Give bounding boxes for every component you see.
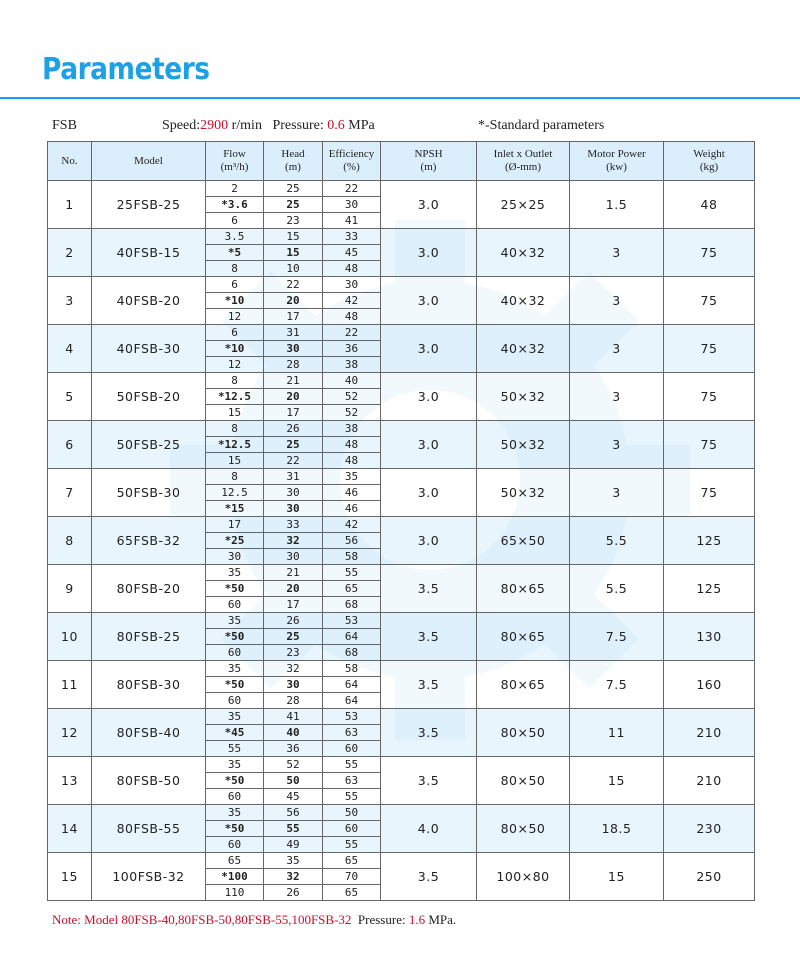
table-row xyxy=(48,613,755,629)
cell-model: 80FSB-55 xyxy=(92,805,206,853)
cell-efficiency: 55 xyxy=(323,565,381,581)
cell-model: 65FSB-32 xyxy=(92,517,206,565)
cell-motor-power: 1.5 xyxy=(570,181,664,229)
cell-no: 11 xyxy=(48,661,92,709)
table-row xyxy=(48,325,755,341)
cell-head: 31 xyxy=(264,325,323,341)
cell-flow: 17 xyxy=(206,517,264,533)
cell-weight: 75 xyxy=(664,469,755,517)
cell-weight: 75 xyxy=(664,277,755,325)
pressure-value: 0.6 xyxy=(327,118,345,133)
cell-head: 28 xyxy=(264,693,323,709)
cell-motor-power: 7.5 xyxy=(570,613,664,661)
cell-no: 1 xyxy=(48,181,92,229)
cell-efficiency: 58 xyxy=(323,549,381,565)
cell-npsh: 3.5 xyxy=(381,565,477,613)
cell-npsh: 3.0 xyxy=(381,229,477,277)
footnote xyxy=(52,912,456,928)
cell-flow: *15 xyxy=(206,501,264,517)
cell-head: 33 xyxy=(264,517,323,533)
cell-weight: 210 xyxy=(664,709,755,757)
cell-no: 10 xyxy=(48,613,92,661)
table-row xyxy=(48,277,755,293)
cell-flow: 60 xyxy=(206,597,264,613)
cell-efficiency: 48 xyxy=(323,261,381,277)
cell-flow: 6 xyxy=(206,277,264,293)
col-header-flow-unit: (m³/h) xyxy=(220,161,249,173)
cell-head: 17 xyxy=(264,597,323,613)
footnote-pressure-unit: MPa. xyxy=(425,912,457,927)
cell-head: 22 xyxy=(264,277,323,293)
cell-inlet-outlet: 80×65 xyxy=(477,613,570,661)
cell-flow: *50 xyxy=(206,629,264,645)
speed-label: Speed: xyxy=(162,118,201,133)
col-header-motor-power-unit: (kw) xyxy=(606,161,627,173)
cell-head: 20 xyxy=(264,389,323,405)
cell-inlet-outlet: 80×65 xyxy=(477,565,570,613)
cell-head: 50 xyxy=(264,773,323,789)
cell-efficiency: 36 xyxy=(323,341,381,357)
table-row xyxy=(48,709,755,725)
cell-head: 15 xyxy=(264,229,323,245)
cell-head: 22 xyxy=(264,453,323,469)
cell-efficiency: 42 xyxy=(323,293,381,309)
col-header-efficiency xyxy=(323,142,381,181)
cell-flow: 35 xyxy=(206,565,264,581)
cell-inlet-outlet: 65×50 xyxy=(477,517,570,565)
table-row xyxy=(48,373,755,389)
cell-model: 50FSB-25 xyxy=(92,421,206,469)
model-group xyxy=(48,229,755,277)
cell-efficiency: 65 xyxy=(323,885,381,901)
cell-efficiency: 42 xyxy=(323,517,381,533)
cell-efficiency: 41 xyxy=(323,213,381,229)
cell-npsh: 3.0 xyxy=(381,277,477,325)
cell-efficiency: 53 xyxy=(323,709,381,725)
cell-efficiency: 33 xyxy=(323,229,381,245)
col-header-motor-power xyxy=(570,142,664,181)
cell-flow: *5 xyxy=(206,245,264,261)
cell-flow: *50 xyxy=(206,581,264,597)
col-header-model-label: Model xyxy=(134,154,163,167)
table-row xyxy=(48,757,755,773)
cell-head: 17 xyxy=(264,405,323,421)
cell-efficiency: 52 xyxy=(323,389,381,405)
cell-efficiency: 35 xyxy=(323,469,381,485)
col-header-inlet-outlet-label: Inlet x Outlet xyxy=(493,148,553,160)
cell-head: 23 xyxy=(264,645,323,661)
cell-flow: 35 xyxy=(206,613,264,629)
cell-efficiency: 63 xyxy=(323,725,381,741)
cell-flow: 15 xyxy=(206,453,264,469)
model-group xyxy=(48,757,755,805)
cell-head: 20 xyxy=(264,293,323,309)
cell-head: 10 xyxy=(264,261,323,277)
cell-weight: 75 xyxy=(664,229,755,277)
cell-head: 55 xyxy=(264,821,323,837)
cell-weight: 230 xyxy=(664,805,755,853)
series-label: FSB xyxy=(52,118,77,133)
col-header-head-unit: (m) xyxy=(285,161,301,173)
cell-flow: 8 xyxy=(206,373,264,389)
cell-efficiency: 38 xyxy=(323,357,381,373)
speed-value: 2900 xyxy=(200,118,229,133)
cell-npsh: 3.0 xyxy=(381,181,477,229)
col-header-efficiency-unit: (%) xyxy=(343,161,360,173)
model-group xyxy=(48,325,755,373)
cell-head: 35 xyxy=(264,853,323,869)
col-header-head xyxy=(264,142,323,181)
cell-head: 26 xyxy=(264,421,323,437)
cell-head: 25 xyxy=(264,437,323,453)
cell-motor-power: 18.5 xyxy=(570,805,664,853)
cell-inlet-outlet: 25×25 xyxy=(477,181,570,229)
table-row xyxy=(48,517,755,533)
cell-efficiency: 46 xyxy=(323,501,381,517)
speed-unit: r/min xyxy=(228,118,262,133)
cell-weight: 125 xyxy=(664,517,755,565)
footnote-pressure-label: Pressure: xyxy=(351,912,409,927)
cell-head: 20 xyxy=(264,581,323,597)
cell-efficiency: 56 xyxy=(323,533,381,549)
model-group xyxy=(48,565,755,613)
cell-inlet-outlet: 40×32 xyxy=(477,229,570,277)
cell-efficiency: 22 xyxy=(323,181,381,197)
model-group xyxy=(48,181,755,229)
cell-weight: 75 xyxy=(664,421,755,469)
table-row xyxy=(48,805,755,821)
table-header-row xyxy=(48,142,755,181)
cell-head: 30 xyxy=(264,501,323,517)
cell-efficiency: 53 xyxy=(323,613,381,629)
cell-flow: *50 xyxy=(206,773,264,789)
cell-weight: 160 xyxy=(664,661,755,709)
cell-motor-power: 3 xyxy=(570,469,664,517)
footnote-pressure-value: 1.6 xyxy=(408,912,426,927)
cell-no: 4 xyxy=(48,325,92,373)
cell-flow: 60 xyxy=(206,837,264,853)
cell-weight: 75 xyxy=(664,373,755,421)
cell-head: 32 xyxy=(264,661,323,677)
cell-flow: 15 xyxy=(206,405,264,421)
col-header-no-label: No. xyxy=(61,154,78,167)
cell-efficiency: 48 xyxy=(323,309,381,325)
cell-efficiency: 63 xyxy=(323,773,381,789)
col-header-npsh xyxy=(381,142,477,181)
cell-efficiency: 55 xyxy=(323,837,381,853)
cell-motor-power: 11 xyxy=(570,709,664,757)
cell-efficiency: 55 xyxy=(323,757,381,773)
cell-head: 52 xyxy=(264,757,323,773)
cell-flow: 65 xyxy=(206,853,264,869)
cell-head: 30 xyxy=(264,677,323,693)
cell-inlet-outlet: 80×65 xyxy=(477,661,570,709)
cell-motor-power: 7.5 xyxy=(570,661,664,709)
cell-npsh: 3.5 xyxy=(381,853,477,901)
table-row xyxy=(48,661,755,677)
cell-inlet-outlet: 50×32 xyxy=(477,469,570,517)
cell-npsh: 3.5 xyxy=(381,661,477,709)
cell-efficiency: 48 xyxy=(323,437,381,453)
table-row xyxy=(48,181,755,197)
cell-flow: 8 xyxy=(206,421,264,437)
cell-no: 5 xyxy=(48,373,92,421)
cell-flow: 12 xyxy=(206,309,264,325)
col-header-npsh-unit: (m) xyxy=(420,161,437,173)
cell-flow: 110 xyxy=(206,885,264,901)
cell-inlet-outlet: 40×32 xyxy=(477,277,570,325)
cell-head: 31 xyxy=(264,469,323,485)
cell-model: 80FSB-50 xyxy=(92,757,206,805)
cell-efficiency: 64 xyxy=(323,693,381,709)
table-row xyxy=(48,421,755,437)
cell-model: 80FSB-25 xyxy=(92,613,206,661)
cell-npsh: 3.0 xyxy=(381,421,477,469)
cell-efficiency: 46 xyxy=(323,485,381,501)
cell-weight: 75 xyxy=(664,325,755,373)
cell-flow: 60 xyxy=(206,789,264,805)
cell-head: 32 xyxy=(264,869,323,885)
cell-flow: *3.6 xyxy=(206,197,264,213)
cell-no: 2 xyxy=(48,229,92,277)
model-group xyxy=(48,469,755,517)
cell-npsh: 3.0 xyxy=(381,517,477,565)
cell-flow: 60 xyxy=(206,693,264,709)
cell-motor-power: 3 xyxy=(570,277,664,325)
cell-head: 30 xyxy=(264,341,323,357)
title-underline xyxy=(0,97,800,99)
cell-inlet-outlet: 80×50 xyxy=(477,805,570,853)
cell-model: 80FSB-20 xyxy=(92,565,206,613)
cell-no: 9 xyxy=(48,565,92,613)
standard-parameters-note: *-Standard parameters xyxy=(478,118,605,133)
operating-conditions xyxy=(162,118,375,134)
table-row xyxy=(48,469,755,485)
cell-no: 12 xyxy=(48,709,92,757)
cell-head: 36 xyxy=(264,741,323,757)
cell-no: 3 xyxy=(48,277,92,325)
cell-flow: *12.5 xyxy=(206,437,264,453)
cell-head: 41 xyxy=(264,709,323,725)
cell-flow: 60 xyxy=(206,645,264,661)
cell-npsh: 3.0 xyxy=(381,325,477,373)
cell-motor-power: 5.5 xyxy=(570,517,664,565)
cell-head: 26 xyxy=(264,885,323,901)
cell-inlet-outlet: 50×32 xyxy=(477,421,570,469)
cell-head: 28 xyxy=(264,357,323,373)
cell-efficiency: 22 xyxy=(323,325,381,341)
col-header-inlet-outlet xyxy=(477,142,570,181)
cell-efficiency: 50 xyxy=(323,805,381,821)
col-header-weight-label: Weight xyxy=(693,148,725,160)
cell-motor-power: 3 xyxy=(570,373,664,421)
cell-npsh: 3.5 xyxy=(381,613,477,661)
parameters-table xyxy=(47,141,755,901)
cell-flow: *10 xyxy=(206,293,264,309)
cell-weight: 125 xyxy=(664,565,755,613)
cell-flow: 3.5 xyxy=(206,229,264,245)
cell-head: 25 xyxy=(264,181,323,197)
cell-flow: *100 xyxy=(206,869,264,885)
cell-efficiency: 65 xyxy=(323,581,381,597)
cell-flow: 55 xyxy=(206,741,264,757)
cell-flow: *25 xyxy=(206,533,264,549)
cell-flow: *10 xyxy=(206,341,264,357)
cell-motor-power: 15 xyxy=(570,757,664,805)
col-header-head-label: Head xyxy=(281,148,305,160)
cell-efficiency: 48 xyxy=(323,453,381,469)
cell-flow: 8 xyxy=(206,261,264,277)
cell-weight: 250 xyxy=(664,853,755,901)
model-group xyxy=(48,853,755,901)
model-group xyxy=(48,373,755,421)
cell-head: 17 xyxy=(264,309,323,325)
col-header-motor-power-label: Motor Power xyxy=(587,148,646,160)
cell-no: 7 xyxy=(48,469,92,517)
cell-efficiency: 52 xyxy=(323,405,381,421)
cell-head: 49 xyxy=(264,837,323,853)
cell-no: 8 xyxy=(48,517,92,565)
cell-flow: 35 xyxy=(206,709,264,725)
model-group xyxy=(48,805,755,853)
table-row xyxy=(48,853,755,869)
cell-model: 40FSB-20 xyxy=(92,277,206,325)
cell-efficiency: 64 xyxy=(323,677,381,693)
cell-head: 30 xyxy=(264,485,323,501)
cell-flow: 35 xyxy=(206,661,264,677)
cell-efficiency: 68 xyxy=(323,645,381,661)
cell-head: 21 xyxy=(264,373,323,389)
model-group xyxy=(48,277,755,325)
cell-inlet-outlet: 40×32 xyxy=(477,325,570,373)
cell-efficiency: 45 xyxy=(323,245,381,261)
col-header-model xyxy=(92,142,206,181)
cell-npsh: 3.5 xyxy=(381,709,477,757)
cell-no: 6 xyxy=(48,421,92,469)
cell-flow: *50 xyxy=(206,821,264,837)
model-group xyxy=(48,613,755,661)
cell-flow: 6 xyxy=(206,325,264,341)
cell-npsh: 3.0 xyxy=(381,373,477,421)
pressure-label: Pressure: xyxy=(272,118,328,133)
cell-head: 21 xyxy=(264,565,323,581)
cell-model: 100FSB-32 xyxy=(92,853,206,901)
cell-weight: 130 xyxy=(664,613,755,661)
cell-efficiency: 58 xyxy=(323,661,381,677)
cell-model: 80FSB-30 xyxy=(92,661,206,709)
cell-efficiency: 30 xyxy=(323,197,381,213)
col-header-weight-unit: (kg) xyxy=(699,161,719,173)
cell-flow: 12 xyxy=(206,357,264,373)
cell-head: 56 xyxy=(264,805,323,821)
cell-model: 50FSB-30 xyxy=(92,469,206,517)
cell-head: 45 xyxy=(264,789,323,805)
cell-motor-power: 3 xyxy=(570,421,664,469)
page-title: Parameters xyxy=(42,52,210,87)
cell-weight: 48 xyxy=(664,181,755,229)
cell-flow: *12.5 xyxy=(206,389,264,405)
cell-flow: 8 xyxy=(206,469,264,485)
cell-motor-power: 3 xyxy=(570,229,664,277)
cell-flow: 6 xyxy=(206,213,264,229)
cell-head: 25 xyxy=(264,629,323,645)
model-group xyxy=(48,517,755,565)
cell-efficiency: 30 xyxy=(323,277,381,293)
model-group xyxy=(48,661,755,709)
cell-head: 32 xyxy=(264,533,323,549)
cell-efficiency: 38 xyxy=(323,421,381,437)
cell-no: 15 xyxy=(48,853,92,901)
col-header-no xyxy=(48,142,92,181)
model-group xyxy=(48,421,755,469)
cell-flow: *45 xyxy=(206,725,264,741)
col-header-weight xyxy=(664,142,755,181)
cell-model: 40FSB-30 xyxy=(92,325,206,373)
cell-model: 50FSB-20 xyxy=(92,373,206,421)
cell-flow: 30 xyxy=(206,549,264,565)
cell-efficiency: 64 xyxy=(323,629,381,645)
footnote-text: Note: Model 80FSB-40,80FSB-50,80FSB-55,100FSB-32 xyxy=(52,912,352,927)
cell-head: 26 xyxy=(264,613,323,629)
cell-flow: 12.5 xyxy=(206,485,264,501)
table-row xyxy=(48,229,755,245)
cell-motor-power: 5.5 xyxy=(570,565,664,613)
cell-npsh: 3.5 xyxy=(381,757,477,805)
cell-weight: 210 xyxy=(664,757,755,805)
model-group xyxy=(48,709,755,757)
col-header-flow-label: Flow xyxy=(223,148,246,160)
pressure-unit: MPa xyxy=(344,118,375,133)
cell-flow: 35 xyxy=(206,805,264,821)
cell-flow: *50 xyxy=(206,677,264,693)
cell-efficiency: 65 xyxy=(323,853,381,869)
cell-npsh: 3.0 xyxy=(381,469,477,517)
cell-inlet-outlet: 80×50 xyxy=(477,757,570,805)
col-header-flow xyxy=(206,142,264,181)
cell-efficiency: 68 xyxy=(323,597,381,613)
cell-no: 13 xyxy=(48,757,92,805)
cell-model: 80FSB-40 xyxy=(92,709,206,757)
cell-efficiency: 70 xyxy=(323,869,381,885)
col-header-efficiency-label: Efficiency xyxy=(328,148,375,160)
cell-efficiency: 60 xyxy=(323,741,381,757)
cell-npsh: 4.0 xyxy=(381,805,477,853)
cell-motor-power: 15 xyxy=(570,853,664,901)
col-header-inlet-outlet-unit: (Ø-mm) xyxy=(504,161,542,173)
cell-head: 15 xyxy=(264,245,323,261)
cell-efficiency: 55 xyxy=(323,789,381,805)
cell-model: 40FSB-15 xyxy=(92,229,206,277)
cell-model: 25FSB-25 xyxy=(92,181,206,229)
cell-no: 14 xyxy=(48,805,92,853)
cell-head: 23 xyxy=(264,213,323,229)
cell-flow: 2 xyxy=(206,181,264,197)
cell-inlet-outlet: 100×80 xyxy=(477,853,570,901)
cell-inlet-outlet: 50×32 xyxy=(477,373,570,421)
table-row xyxy=(48,565,755,581)
cell-efficiency: 40 xyxy=(323,373,381,389)
col-header-npsh-label: NPSH xyxy=(414,148,443,160)
cell-flow: 35 xyxy=(206,757,264,773)
cell-inlet-outlet: 80×50 xyxy=(477,709,570,757)
cell-head: 25 xyxy=(264,197,323,213)
cell-motor-power: 3 xyxy=(570,325,664,373)
cell-head: 30 xyxy=(264,549,323,565)
cell-efficiency: 60 xyxy=(323,821,381,837)
cell-head: 40 xyxy=(264,725,323,741)
